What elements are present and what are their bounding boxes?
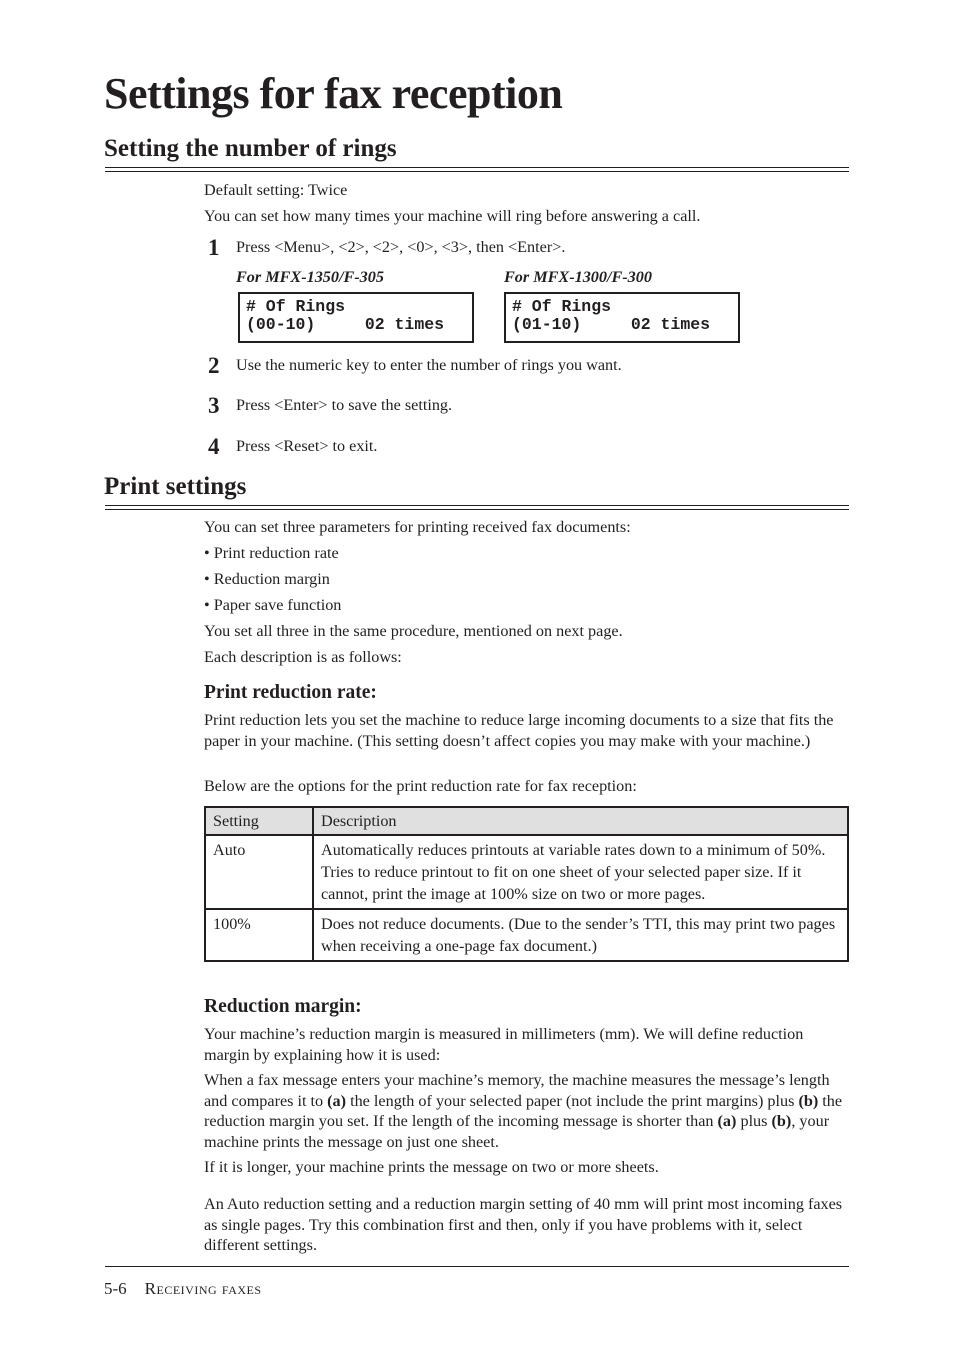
description-intro-text: Each description is as follows: xyxy=(204,648,402,666)
list-item xyxy=(204,595,341,615)
table-cell: Auto xyxy=(205,835,313,909)
model-label: For MFX-1300/F-300 xyxy=(504,268,652,286)
emphasis-a: (a) xyxy=(327,1091,347,1110)
procedure-text: You set all three in the same procedure, mentioned on next page. xyxy=(204,622,623,640)
reduction-margin-tip: An Auto reduction setting and a reduction margin setting of 40 mm will print most incoming faxes as single pages. Try this combination first and then, only if you have problems with it, select different settings. xyxy=(204,1195,843,1254)
reduction-rate-table xyxy=(204,806,849,962)
text-run: When a fax message enters your machine’s memory, the machine measures the message’s length and compares it to xyxy=(204,1071,830,1110)
lcd-line: (01-10) 02 times xyxy=(512,315,711,334)
step-text: Press <Enter> to save the setting. xyxy=(236,396,453,414)
text-run: plus xyxy=(736,1112,772,1130)
section-heading-print: Print settings xyxy=(104,473,247,500)
subheading-reduction-rate: Print reduction rate: xyxy=(204,682,377,703)
emphasis-b: (b) xyxy=(771,1112,792,1130)
list-item-label: Reduction margin xyxy=(213,570,330,588)
emphasis-a: (a) xyxy=(717,1112,737,1130)
step-text: Press <Menu>, <2>, <2>, <0>, <3>, then <Enter>. xyxy=(236,238,566,256)
bullet-glyph: • xyxy=(204,570,210,588)
step-number: 3 xyxy=(208,393,220,418)
reduction-margin-explanation xyxy=(204,1070,849,1152)
model-label: For MFX-1350/F-305 xyxy=(236,268,384,286)
list-item-label: Print reduction rate xyxy=(213,544,339,562)
subheading-reduction-margin: Reduction margin: xyxy=(204,996,362,1017)
lcd-line: # Of Rings xyxy=(246,297,346,316)
lcd-line: # Of Rings xyxy=(512,297,612,316)
page-title: Settings for fax reception xyxy=(104,69,563,118)
print-intro-text: You can set three parameters for printing received fax documents: xyxy=(204,518,631,536)
table-header-cell: Setting xyxy=(205,807,313,835)
section-rule xyxy=(105,171,849,172)
table-row xyxy=(205,835,848,909)
page-number: 5-6 xyxy=(104,1279,127,1298)
table-cell: Does not reduce documents. (Due to the sender’s TTI, this may print two pages when receiving a one-page fax document.) xyxy=(313,909,848,961)
step-text: Use the numeric key to enter the number of rings you want. xyxy=(236,356,622,374)
reduction-rate-options-text: Below are the options for the print reduction rate for fax reception: xyxy=(204,777,637,795)
text-run: the reduction margin you set. If the length of the incoming message is shorter than xyxy=(204,1091,843,1130)
bullet-glyph: • xyxy=(204,596,210,614)
page-footer xyxy=(104,1278,262,1300)
table-cell: Automatically reduces printouts at variable rates down to a minimum of 50%. Tries to reduce printout to fit on one sheet of your selected paper size. If it cannot, print the image at 100% size on two or more pages. xyxy=(313,835,848,909)
rings-intro-text: You can set how many times your machine will ring before answering a call. xyxy=(204,207,701,225)
section-rule xyxy=(105,509,849,510)
step-number: 1 xyxy=(208,235,220,260)
bullet-glyph: • xyxy=(204,544,210,562)
footer-rule xyxy=(105,1266,849,1267)
reduction-margin-longer-text: If it is longer, your machine prints the message on two or more sheets. xyxy=(204,1158,659,1176)
list-item xyxy=(204,543,339,563)
reduction-margin-paragraph: Your machine’s reduction margin is measured in millimeters (mm). We will define reduction margin by explaining how it is used: xyxy=(204,1025,804,1064)
lcd-line: (00-10) 02 times xyxy=(246,315,445,334)
list-item-label: Paper save function xyxy=(213,596,342,614)
text-run: , your machine prints the message on just one sheet. xyxy=(204,1112,830,1151)
section-rule xyxy=(105,505,849,506)
lcd-display xyxy=(504,292,740,343)
step-number: 2 xyxy=(208,353,220,378)
lcd-display xyxy=(238,292,474,343)
section-heading-rings: Setting the number of rings xyxy=(104,135,397,162)
table-row xyxy=(205,909,848,961)
list-item xyxy=(204,569,330,589)
table-cell: 100% xyxy=(205,909,313,961)
reduction-rate-paragraph: Print reduction lets you set the machine to reduce large incoming documents to a size that fits the paper in your machine. (This setting doesn’t affect copies you may make with your machine.) xyxy=(204,711,834,750)
section-rule xyxy=(105,167,849,168)
step-number: 4 xyxy=(208,434,220,459)
table-header-row xyxy=(205,807,848,835)
default-setting-text: Default setting: Twice xyxy=(204,181,348,199)
table-header-cell: Description xyxy=(313,807,848,835)
step-text: Press <Reset> to exit. xyxy=(236,437,378,455)
text-run: the length of your selected paper (not include the print margins) plus xyxy=(346,1091,799,1110)
chapter-name: Receiving faxes xyxy=(144,1279,262,1298)
emphasis-b: (b) xyxy=(798,1091,819,1110)
